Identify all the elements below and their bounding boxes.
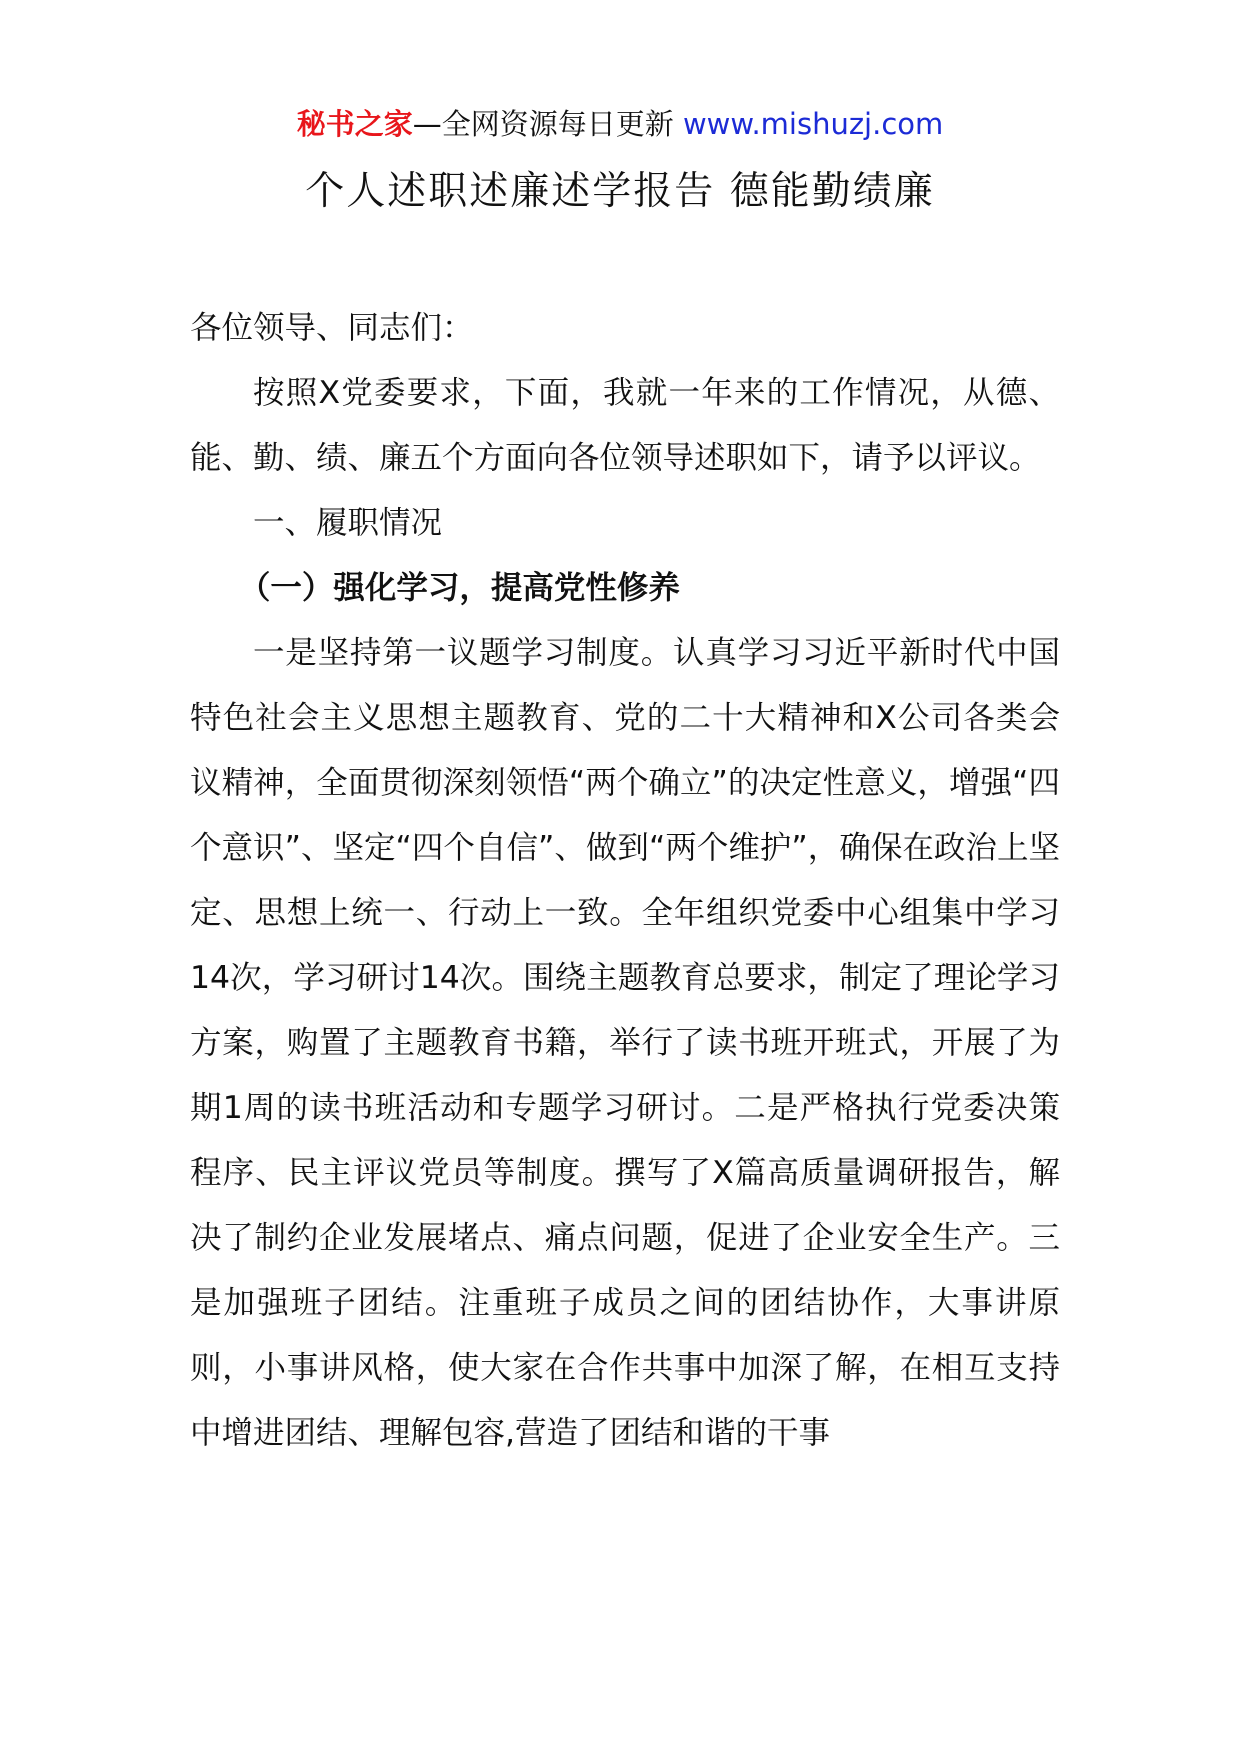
header-slogan: —全网资源每日更新 [412,107,683,141]
document-body [190,296,1060,1466]
site-header [0,104,1240,144]
site-url-link[interactable]: www.mishuzj.com [682,107,944,141]
salutation: 各位领导、同志们： [190,310,474,346]
document-title: 个人述职述廉述学报告 德能勤绩廉 [305,169,935,214]
section-heading: 一、履职情况 [253,505,443,541]
subsection-heading: （一）强化学习，提高党性修养 [238,570,680,606]
intro-paragraph: 按照X党委要求，下面，我就一年来的工作情况，从德、能、勤、绩、廉五个方面向各位领导述职如下，请予以评议。 [190,375,1060,476]
body-paragraph: 一是坚持第一议题学习制度。认真学习习近平新时代中国特色社会主义思想主题教育、党的二十大精神和X公司各类会议精神，全面贯彻深刻领悟“两个确立”的决定性意义，增强“四个意识”、坚定“四个自信”、做到“两个维护”，确保在政治上坚定、思想上统一、行动上一致。全年组织党委中心组集中学习14次，学习研讨14次。围绕主题教育总要求，制定了理论学习方案，购置了主题教育书籍，举行了读书班开班式，开展了为期1周的读书班活动和专题学习研讨。二是严格执行党委决策程序、民主评议党员等制度。撰写了X篇高质量调研报告，解决了制约企业发展堵点、痛点问题，促进了企业安全生产。三是加强班子团结。注重班子成员之间的团结协作，大事讲原则，小事讲风格，使大家在合作共事中加深了解，在相互支持中增进团结、理解包容,营造了团结和谐的干事 [190,635,1060,1451]
brand-name: 秘书之家 [296,107,413,141]
